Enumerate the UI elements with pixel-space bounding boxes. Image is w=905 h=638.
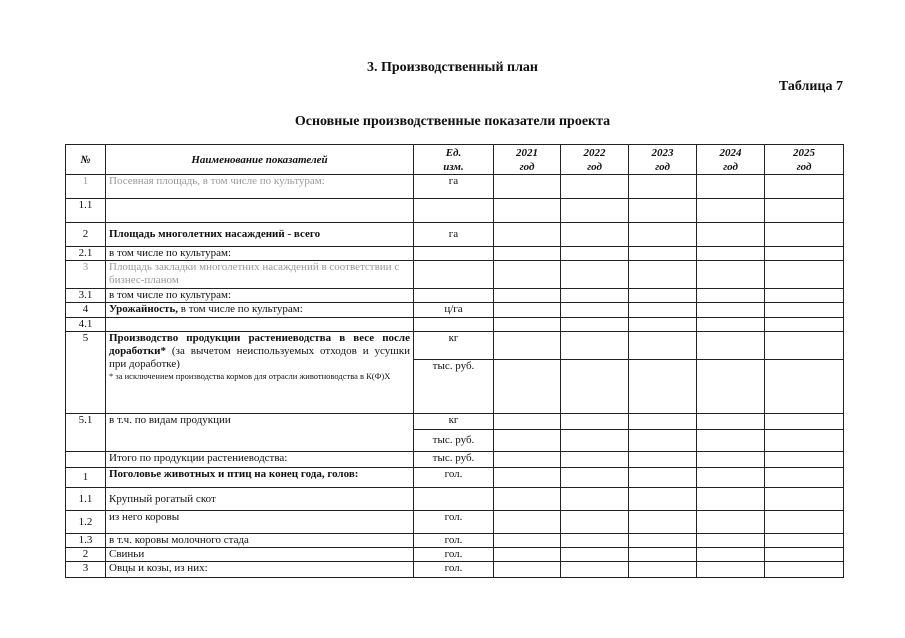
row-number: 4.1 <box>66 318 106 332</box>
value-cell <box>629 534 697 548</box>
table-row <box>66 247 844 261</box>
value-cell <box>494 534 561 548</box>
value-cell <box>629 562 697 578</box>
value-cell <box>629 303 697 318</box>
value-cell <box>765 303 844 318</box>
value-cell <box>697 488 765 511</box>
year-label: 2021 <box>516 146 538 159</box>
year-label: 2023 <box>651 146 674 159</box>
row-name <box>106 318 414 332</box>
col-header-year <box>494 145 561 175</box>
table-row <box>66 488 844 511</box>
col-header-year <box>765 145 844 175</box>
row-name: в том числе по культурам: <box>106 289 414 303</box>
value-cell <box>561 548 629 562</box>
value-cell <box>494 468 561 488</box>
value-cell <box>697 468 765 488</box>
row-name: Свиньи <box>106 548 414 562</box>
row-number: 3 <box>66 562 106 578</box>
table-row <box>66 303 844 318</box>
table-number: Таблица 7 <box>778 79 843 94</box>
value-cell <box>697 261 765 289</box>
table-row <box>66 261 844 289</box>
value-cell <box>629 261 697 289</box>
value-cell <box>765 332 844 360</box>
value-cell <box>561 332 629 360</box>
table-row <box>66 414 844 430</box>
value-cell <box>561 511 629 534</box>
value-cell <box>765 548 844 562</box>
row-unit <box>414 261 494 289</box>
value-cell <box>629 247 697 261</box>
value-cell <box>494 548 561 562</box>
row-number: 2 <box>66 548 106 562</box>
row-number: 1 <box>66 468 106 488</box>
value-cell <box>697 562 765 578</box>
value-cell <box>561 360 629 414</box>
value-cell <box>629 511 697 534</box>
table-row <box>66 468 844 488</box>
row-number: 1.3 <box>66 534 106 548</box>
row-name <box>106 199 414 223</box>
row-name-rest: в том числе по культурам: <box>178 303 303 315</box>
table-row <box>66 318 844 332</box>
value-cell <box>697 223 765 247</box>
value-cell <box>561 303 629 318</box>
value-cell <box>765 430 844 452</box>
row-unit: гол. <box>414 534 494 548</box>
row-name <box>106 332 414 414</box>
value-cell <box>494 452 561 468</box>
row-unit: кг <box>414 332 494 360</box>
value-cell <box>697 430 765 452</box>
row-unit <box>414 488 494 511</box>
value-cell <box>765 414 844 430</box>
row-name: в том числе по культурам: <box>106 247 414 261</box>
col-header-year <box>629 145 697 175</box>
value-cell <box>561 261 629 289</box>
row-name: Площадь закладки многолетних насаждений в соответствии с бизнес-планом <box>106 261 414 289</box>
value-cell <box>494 360 561 414</box>
row-unit: гол. <box>414 548 494 562</box>
row-number: 1.1 <box>66 488 106 511</box>
value-cell <box>765 534 844 548</box>
table-row <box>66 511 844 534</box>
table-row <box>66 289 844 303</box>
value-cell <box>561 534 629 548</box>
row-unit: гол. <box>414 468 494 488</box>
value-cell <box>629 199 697 223</box>
value-cell <box>765 511 844 534</box>
value-cell <box>765 289 844 303</box>
value-cell <box>765 562 844 578</box>
col-header-year <box>697 145 765 175</box>
value-cell <box>561 414 629 430</box>
value-cell <box>494 562 561 578</box>
year-label: 2024 <box>719 146 742 159</box>
row-name: Овцы и козы, из них: <box>106 562 414 578</box>
row-name: из него коровы <box>106 511 414 534</box>
row-unit <box>414 318 494 332</box>
col-header-num: № <box>66 145 106 175</box>
row-name: Итого по продукции растениеводства: <box>106 452 414 468</box>
value-cell <box>697 360 765 414</box>
col-header-unit-line1: Ед. <box>445 146 462 159</box>
value-cell <box>629 430 697 452</box>
row-unit: гол. <box>414 562 494 578</box>
value-cell <box>629 332 697 360</box>
table-row <box>66 452 844 468</box>
value-cell <box>561 289 629 303</box>
value-cell <box>629 360 697 414</box>
value-cell <box>697 332 765 360</box>
row-name: в т.ч. коровы молочного стада <box>106 534 414 548</box>
row-number: 1.2 <box>66 511 106 534</box>
value-cell <box>561 247 629 261</box>
row-unit: гол. <box>414 511 494 534</box>
header-row <box>66 145 844 175</box>
value-cell <box>697 289 765 303</box>
value-cell <box>494 175 561 199</box>
table-row <box>66 223 844 247</box>
row-unit: ц/га <box>414 303 494 318</box>
value-cell <box>697 414 765 430</box>
value-cell <box>494 247 561 261</box>
value-cell <box>561 318 629 332</box>
row-name: Поголовье животных и птиц на конец года, голов: <box>106 468 414 488</box>
production-plan-table <box>65 144 844 578</box>
row-unit: га <box>414 223 494 247</box>
value-cell <box>765 488 844 511</box>
row-name: Посевная площадь, в том числе по культурам: <box>106 175 414 199</box>
value-cell <box>561 562 629 578</box>
row-number: 2.1 <box>66 247 106 261</box>
row-unit: тыс. руб. <box>414 430 494 452</box>
row-name <box>106 303 414 318</box>
table-row <box>66 562 844 578</box>
row-number: 2 <box>66 223 106 247</box>
value-cell <box>765 261 844 289</box>
value-cell <box>765 223 844 247</box>
row-number <box>66 452 106 468</box>
table-row <box>66 175 844 199</box>
value-cell <box>765 247 844 261</box>
value-cell <box>494 261 561 289</box>
value-cell <box>561 223 629 247</box>
row-number: 4 <box>66 303 106 318</box>
year-label: 2025 <box>793 146 815 159</box>
value-cell <box>697 318 765 332</box>
row-unit: тыс. руб. <box>414 452 494 468</box>
row-name: Площадь многолетних насаждений - всего <box>106 223 414 247</box>
year-suffix: год <box>519 160 535 173</box>
value-cell <box>494 511 561 534</box>
row-name: Крупный рогатый скот <box>106 488 414 511</box>
value-cell <box>697 303 765 318</box>
table-title: Основные производственные показатели проекта <box>294 114 611 129</box>
value-cell <box>561 488 629 511</box>
row-name: в т.ч. по видам продукции <box>106 414 414 452</box>
row-unit: га <box>414 175 494 199</box>
value-cell <box>561 468 629 488</box>
section-title: 3. Производственный план <box>367 60 538 75</box>
value-cell <box>697 175 765 199</box>
row-name-bold: Производство продукции растениеводства в весе после доработки* <box>109 332 410 357</box>
value-cell <box>765 175 844 199</box>
value-cell <box>629 175 697 199</box>
table-row <box>66 534 844 548</box>
row-number: 1 <box>66 175 106 199</box>
value-cell <box>629 468 697 488</box>
value-cell <box>494 430 561 452</box>
value-cell <box>765 468 844 488</box>
value-cell <box>561 452 629 468</box>
col-header-name: Наименование показателей <box>106 145 414 175</box>
year-suffix: год <box>587 160 602 173</box>
value-cell <box>765 452 844 468</box>
value-cell <box>697 199 765 223</box>
table-row <box>66 199 844 223</box>
table-row <box>66 332 844 360</box>
value-cell <box>561 430 629 452</box>
row-number: 5.1 <box>66 414 106 452</box>
table-row <box>66 548 844 562</box>
row-number: 3 <box>66 261 106 289</box>
value-cell <box>629 318 697 332</box>
value-cell <box>494 332 561 360</box>
year-suffix: год <box>796 160 812 173</box>
col-header-unit <box>414 145 494 175</box>
value-cell <box>765 360 844 414</box>
row-unit <box>414 289 494 303</box>
row-unit <box>414 199 494 223</box>
value-cell <box>697 247 765 261</box>
value-cell <box>629 414 697 430</box>
col-header-unit-line2: изм. <box>443 160 464 173</box>
value-cell <box>494 414 561 430</box>
value-cell <box>629 452 697 468</box>
row-name-rest: (за вычетом неиспользуемых отходов и усушки при доработке) <box>109 345 410 370</box>
row-unit: тыс. руб. <box>414 360 494 414</box>
year-suffix: год <box>655 160 670 173</box>
value-cell <box>629 223 697 247</box>
value-cell <box>765 199 844 223</box>
value-cell <box>494 289 561 303</box>
value-cell <box>561 199 629 223</box>
value-cell <box>629 548 697 562</box>
row-unit <box>414 247 494 261</box>
row-unit: кг <box>414 414 494 430</box>
value-cell <box>697 452 765 468</box>
value-cell <box>561 175 629 199</box>
year-suffix: год <box>723 160 738 173</box>
value-cell <box>629 289 697 303</box>
value-cell <box>697 511 765 534</box>
value-cell <box>765 318 844 332</box>
value-cell <box>494 303 561 318</box>
value-cell <box>494 318 561 332</box>
value-cell <box>494 223 561 247</box>
col-header-year <box>561 145 629 175</box>
value-cell <box>697 548 765 562</box>
value-cell <box>494 488 561 511</box>
row-name-bold: Урожайность, <box>109 303 179 315</box>
year-label: 2022 <box>583 146 606 159</box>
value-cell <box>697 534 765 548</box>
row-number: 1.1 <box>66 199 106 223</box>
value-cell <box>629 488 697 511</box>
value-cell <box>494 199 561 223</box>
row-number: 5 <box>66 332 106 414</box>
row-footnote: * за исключением производства кормов для отрасли животноводства в К(Ф)Х <box>109 371 391 381</box>
row-number: 3.1 <box>66 289 106 303</box>
